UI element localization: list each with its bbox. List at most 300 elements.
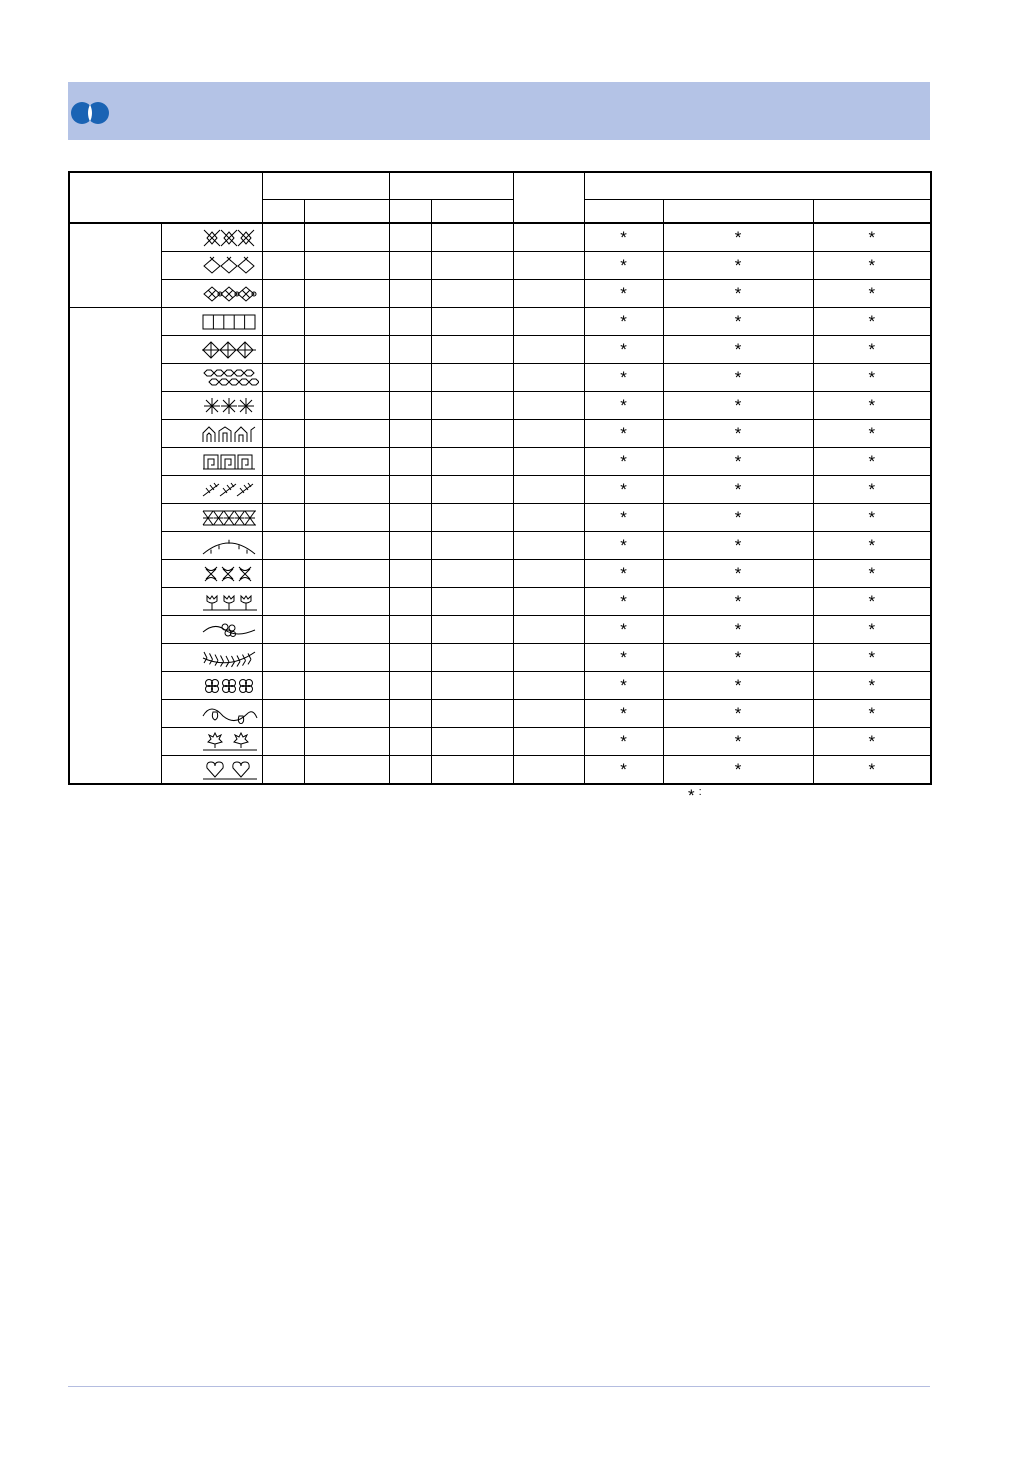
mark-cell: [663, 280, 813, 308]
asterisk-mark: *: [734, 760, 742, 779]
zigzag-block-stitch-icon: [201, 424, 259, 444]
pattern-cell: [161, 448, 262, 476]
mark-cell: [584, 280, 663, 308]
mark-cell: [813, 223, 931, 252]
table-row: [69, 392, 931, 420]
mark-cell: [663, 644, 813, 672]
footer-rule: [68, 1386, 930, 1387]
diamond-chain-stitch-icon: [201, 340, 259, 360]
subheader-d2: [663, 200, 813, 224]
asterisk-mark: *: [734, 256, 742, 275]
empty-cell: [262, 672, 304, 700]
empty-cell: [431, 223, 513, 252]
subheader-a1: [262, 200, 304, 224]
empty-cell: [262, 336, 304, 364]
empty-cell: [304, 616, 389, 644]
asterisk-mark: *: [734, 704, 742, 723]
mark-cell: [813, 336, 931, 364]
table-row: [69, 223, 931, 252]
empty-cell: [431, 448, 513, 476]
asterisk-mark: *: [734, 592, 742, 611]
empty-cell: [389, 223, 431, 252]
asterisk-mark: *: [734, 620, 742, 639]
pattern-cell: [161, 672, 262, 700]
asterisk-mark: *: [734, 368, 742, 387]
mark-cell: [663, 560, 813, 588]
mark-cell: [584, 223, 663, 252]
asterisk-mark: *: [868, 592, 876, 611]
asterisk-mark: *: [620, 396, 627, 415]
empty-cell: [513, 223, 584, 252]
pattern-cell: [161, 644, 262, 672]
asterisk-mark: *: [868, 340, 876, 359]
empty-cell: [513, 476, 584, 504]
pattern-cell: [161, 223, 262, 252]
asterisk-mark: *: [868, 648, 876, 667]
asterisk-mark: *: [868, 564, 876, 583]
pattern-cell: [161, 252, 262, 280]
empty-cell: [431, 644, 513, 672]
empty-cell: [389, 700, 431, 728]
double-cross-stitch-icon: [201, 508, 259, 528]
empty-cell: [389, 308, 431, 336]
empty-cell: [431, 252, 513, 280]
empty-cell: [304, 308, 389, 336]
mark-cell: [663, 700, 813, 728]
empty-cell: [262, 504, 304, 532]
header-group-a: [262, 172, 389, 200]
mark-cell: [813, 756, 931, 785]
legend: [688, 787, 702, 804]
asterisk-mark: *: [734, 396, 742, 415]
mark-cell: [663, 308, 813, 336]
asterisk-mark: *: [734, 732, 742, 751]
empty-cell: [262, 420, 304, 448]
asterisk-mark: *: [734, 508, 742, 527]
empty-cell: [389, 644, 431, 672]
empty-cell: [513, 420, 584, 448]
subheader-b2: [431, 200, 513, 224]
asterisk-mark: *: [620, 620, 627, 639]
empty-cell: [431, 364, 513, 392]
stitch-pattern-table: [68, 171, 932, 785]
header-group-c: [513, 172, 584, 223]
feather-stitch-icon: [201, 480, 259, 500]
empty-cell: [304, 588, 389, 616]
mark-cell: [813, 420, 931, 448]
asterisk-mark: *: [868, 732, 876, 751]
mark-cell: [813, 644, 931, 672]
mark-cell: [813, 448, 931, 476]
empty-cell: [389, 448, 431, 476]
mark-cell: [663, 364, 813, 392]
mark-cell: [584, 252, 663, 280]
mark-cell: [663, 252, 813, 280]
asterisk-mark: *: [734, 536, 742, 555]
group-label-2: [69, 308, 161, 785]
table-row: [69, 420, 931, 448]
empty-cell: [513, 728, 584, 756]
table-row: [69, 364, 931, 392]
pattern-cell: [161, 700, 262, 728]
cross-stitch-chain-icon: [201, 256, 259, 276]
table-body: [69, 223, 931, 784]
asterisk-mark: *: [620, 452, 627, 471]
empty-cell: [262, 616, 304, 644]
table-row: [69, 280, 931, 308]
asterisk-mark: *: [620, 648, 627, 667]
table-row: [69, 308, 931, 336]
cross-stitch-beaded-icon: [201, 284, 259, 304]
pattern-cell: [161, 504, 262, 532]
asterisk-mark: *: [620, 536, 627, 555]
empty-cell: [304, 420, 389, 448]
empty-cell: [513, 280, 584, 308]
subheader-b1: [389, 200, 431, 224]
subheader-d1: [584, 200, 663, 224]
empty-cell: [513, 756, 584, 785]
asterisk-mark: *: [620, 760, 627, 779]
empty-cell: [513, 672, 584, 700]
asterisk-mark: *: [620, 312, 627, 331]
mark-cell: [813, 588, 931, 616]
empty-cell: [389, 336, 431, 364]
empty-cell: [389, 728, 431, 756]
table-row: [69, 672, 931, 700]
empty-cell: [431, 588, 513, 616]
asterisk-mark: *: [734, 648, 742, 667]
heart-stitch-icon: [201, 760, 259, 780]
mark-cell: [813, 476, 931, 504]
table-row: [69, 700, 931, 728]
mark-cell: [813, 364, 931, 392]
empty-cell: [304, 448, 389, 476]
asterisk-mark: *: [868, 368, 876, 387]
mark-cell: [584, 728, 663, 756]
asterisk-mark: *: [868, 620, 876, 639]
mark-cell: [584, 616, 663, 644]
empty-cell: [262, 644, 304, 672]
empty-cell: [262, 308, 304, 336]
pattern-cell: [161, 616, 262, 644]
mark-cell: [663, 588, 813, 616]
empty-cell: [431, 672, 513, 700]
empty-cell: [262, 252, 304, 280]
pattern-cell: [161, 280, 262, 308]
mark-cell: [663, 616, 813, 644]
mark-cell: [584, 532, 663, 560]
asterisk-mark: *: [868, 256, 876, 275]
pattern-cell: [161, 476, 262, 504]
pattern-cell: [161, 364, 262, 392]
empty-cell: [431, 756, 513, 785]
empty-cell: [262, 700, 304, 728]
empty-cell: [389, 476, 431, 504]
empty-cell: [431, 560, 513, 588]
asterisk-mark: *: [620, 732, 627, 751]
mark-cell: [584, 700, 663, 728]
pattern-cell: [161, 588, 262, 616]
leaf-cluster-stitch-icon: [201, 564, 259, 584]
table-row: [69, 252, 931, 280]
asterisk-mark: *: [620, 676, 627, 695]
asterisk-stitch-icon: [201, 396, 259, 416]
mark-cell: [663, 420, 813, 448]
mark-cell: [663, 223, 813, 252]
ladder-stitch-icon: [201, 312, 259, 332]
empty-cell: [262, 756, 304, 785]
empty-cell: [389, 280, 431, 308]
empty-cell: [262, 364, 304, 392]
empty-cell: [304, 672, 389, 700]
empty-cell: [513, 308, 584, 336]
empty-cell: [262, 448, 304, 476]
empty-cell: [513, 448, 584, 476]
empty-cell: [304, 364, 389, 392]
mark-cell: [584, 476, 663, 504]
pattern-cell: [161, 728, 262, 756]
pattern-cell: [161, 308, 262, 336]
mark-cell: [813, 532, 931, 560]
table-row: [69, 588, 931, 616]
asterisk-mark: *: [734, 340, 742, 359]
group-label-1: [69, 223, 161, 308]
empty-cell: [513, 532, 584, 560]
table-row: [69, 644, 931, 672]
empty-cell: [304, 252, 389, 280]
mark-cell: [584, 504, 663, 532]
empty-cell: [513, 504, 584, 532]
mark-cell: [663, 756, 813, 785]
tulip-stitch-icon: [201, 592, 259, 612]
mark-cell: [813, 672, 931, 700]
table-row: [69, 560, 931, 588]
mark-cell: [813, 616, 931, 644]
asterisk-mark: *: [868, 396, 876, 415]
mark-cell: [663, 728, 813, 756]
empty-cell: [389, 560, 431, 588]
asterisk-mark: *: [620, 480, 627, 499]
vine-flower-stitch-icon: [201, 620, 259, 640]
asterisk-mark: *: [868, 704, 876, 723]
asterisk-mark: *: [620, 340, 627, 359]
maple-leaf-stitch-icon: [201, 732, 259, 752]
header-pattern: [69, 172, 262, 223]
empty-cell: [431, 336, 513, 364]
pattern-cell: [161, 560, 262, 588]
empty-cell: [262, 280, 304, 308]
empty-cell: [389, 252, 431, 280]
mark-cell: [813, 392, 931, 420]
mark-cell: [813, 700, 931, 728]
asterisk-mark: *: [734, 676, 742, 695]
empty-cell: [431, 420, 513, 448]
mark-cell: [584, 420, 663, 448]
empty-cell: [262, 223, 304, 252]
mark-cell: [663, 532, 813, 560]
asterisk-mark: *: [620, 256, 627, 275]
empty-cell: [304, 532, 389, 560]
mark-cell: [813, 560, 931, 588]
mark-cell: [584, 588, 663, 616]
pattern-cell: [161, 392, 262, 420]
asterisk-mark: *: [620, 424, 627, 443]
empty-cell: [431, 504, 513, 532]
asterisk-mark: *: [868, 452, 876, 471]
mark-cell: [584, 756, 663, 785]
mark-cell: [584, 644, 663, 672]
empty-cell: [389, 364, 431, 392]
empty-cell: [513, 364, 584, 392]
asterisk-mark: *: [868, 760, 876, 779]
empty-cell: [513, 700, 584, 728]
clover-stitch-icon: [201, 676, 259, 696]
empty-cell: [262, 588, 304, 616]
pattern-cell: [161, 336, 262, 364]
greek-key-stitch-icon: [201, 452, 259, 472]
mark-cell: [813, 280, 931, 308]
section-header-band: [68, 82, 930, 140]
mark-cell: [813, 308, 931, 336]
mark-cell: [584, 336, 663, 364]
scallop-arc-stitch-icon: [201, 536, 259, 556]
asterisk-mark: *: [868, 480, 876, 499]
mark-cell: [813, 252, 931, 280]
double-circle-logo-icon: [70, 100, 110, 126]
asterisk-mark: *: [734, 312, 742, 331]
legend-separator: :: [698, 786, 702, 798]
table-row: [69, 532, 931, 560]
subheader-d3: [813, 200, 931, 224]
asterisk-mark: *: [868, 228, 876, 247]
empty-cell: [513, 252, 584, 280]
asterisk-mark: *: [868, 312, 876, 331]
subheader-a2: [304, 200, 389, 224]
mark-cell: [663, 336, 813, 364]
asterisk-mark: *: [868, 536, 876, 555]
honeycomb-stitch-icon: [201, 368, 259, 388]
empty-cell: [431, 392, 513, 420]
empty-cell: [304, 392, 389, 420]
empty-cell: [513, 560, 584, 588]
table-row: [69, 448, 931, 476]
empty-cell: [513, 644, 584, 672]
pattern-cell: [161, 532, 262, 560]
empty-cell: [262, 392, 304, 420]
header-group-b: [389, 172, 513, 200]
asterisk-mark: *: [734, 424, 742, 443]
asterisk-mark: *: [620, 228, 627, 247]
mark-cell: [663, 504, 813, 532]
empty-cell: [513, 392, 584, 420]
legend-symbol: *: [688, 786, 695, 805]
asterisk-mark: *: [620, 704, 627, 723]
asterisk-mark: *: [868, 284, 876, 303]
asterisk-mark: *: [734, 228, 742, 247]
empty-cell: [304, 644, 389, 672]
asterisk-mark: *: [620, 508, 627, 527]
mark-cell: [584, 672, 663, 700]
table-row: [69, 336, 931, 364]
mark-cell: [584, 560, 663, 588]
mark-cell: [813, 728, 931, 756]
asterisk-mark: *: [620, 564, 627, 583]
empty-cell: [304, 336, 389, 364]
cross-stitch-diamonds-icon: [201, 228, 259, 248]
empty-cell: [389, 420, 431, 448]
asterisk-mark: *: [868, 424, 876, 443]
empty-cell: [389, 504, 431, 532]
empty-cell: [431, 532, 513, 560]
empty-cell: [389, 588, 431, 616]
mark-cell: [584, 392, 663, 420]
empty-cell: [431, 280, 513, 308]
empty-cell: [431, 728, 513, 756]
empty-cell: [431, 616, 513, 644]
table-row: [69, 504, 931, 532]
empty-cell: [304, 756, 389, 785]
empty-cell: [431, 308, 513, 336]
empty-cell: [513, 588, 584, 616]
table-row: [69, 728, 931, 756]
asterisk-mark: *: [868, 508, 876, 527]
pattern-cell: [161, 420, 262, 448]
asterisk-mark: *: [620, 592, 627, 611]
empty-cell: [304, 280, 389, 308]
table-row: [69, 476, 931, 504]
empty-cell: [262, 476, 304, 504]
empty-cell: [431, 476, 513, 504]
empty-cell: [513, 616, 584, 644]
empty-cell: [304, 476, 389, 504]
mark-cell: [584, 448, 663, 476]
mark-cell: [663, 392, 813, 420]
mark-cell: [663, 448, 813, 476]
mark-cell: [663, 476, 813, 504]
mark-cell: [584, 308, 663, 336]
fern-stitch-icon: [201, 648, 259, 668]
empty-cell: [304, 223, 389, 252]
bell-flower-stitch-icon: [201, 704, 259, 724]
empty-cell: [304, 560, 389, 588]
empty-cell: [389, 756, 431, 785]
mark-cell: [813, 504, 931, 532]
empty-cell: [304, 504, 389, 532]
mark-cell: [663, 672, 813, 700]
table-row: [69, 616, 931, 644]
empty-cell: [389, 616, 431, 644]
empty-cell: [389, 672, 431, 700]
header-group-d: [584, 172, 931, 200]
table-row: [69, 756, 931, 785]
empty-cell: [389, 532, 431, 560]
empty-cell: [513, 336, 584, 364]
empty-cell: [262, 560, 304, 588]
asterisk-mark: *: [734, 480, 742, 499]
asterisk-mark: *: [734, 284, 742, 303]
empty-cell: [262, 728, 304, 756]
empty-cell: [389, 392, 431, 420]
empty-cell: [304, 728, 389, 756]
asterisk-mark: *: [868, 676, 876, 695]
asterisk-mark: *: [734, 564, 742, 583]
mark-cell: [584, 364, 663, 392]
empty-cell: [431, 700, 513, 728]
empty-cell: [304, 700, 389, 728]
asterisk-mark: *: [734, 452, 742, 471]
pattern-cell: [161, 756, 262, 785]
asterisk-mark: *: [620, 368, 627, 387]
